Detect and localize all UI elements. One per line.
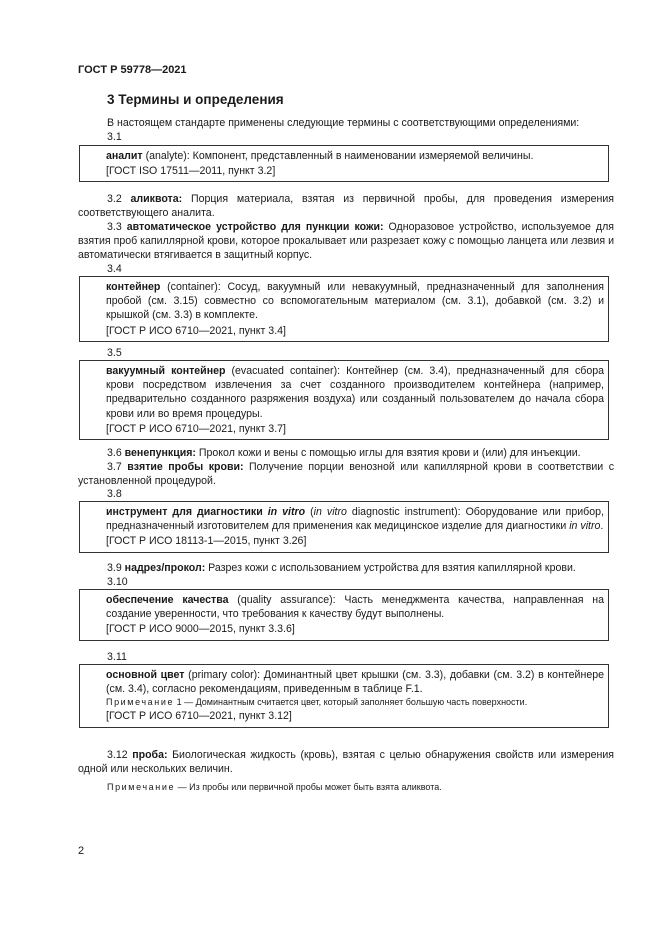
term-number-3-8: 3.8 <box>107 488 122 500</box>
term-number-3-1: 3.1 <box>107 131 122 143</box>
page-number: 2 <box>78 845 85 857</box>
term-3-7: 3.7 взятие пробы крови: Получение порции венозной или капиллярной крови в соответствии с установленной процедурой. <box>78 461 615 488</box>
term-definition-3-10: обеспечение качества (quality assurance): Часть менеджмента качества, направленная на создание уверенности, что требования к качеству будут выполнены. <box>106 594 604 621</box>
term-3-2: 3.2 аликвота: Порция материала, взятая из первичной пробы, для проведения измерения соответствующего аналита. <box>78 193 615 220</box>
term-box-3-8 <box>79 501 609 553</box>
term-3-6: 3.6 венепункция: Прокол кожи и вены с помощью иглы для взятия крови и (или) для инъекции. <box>107 447 581 459</box>
term-box-3-11 <box>79 664 609 728</box>
term-note-3-11: Примечание 1 — Доминантным считается цвет, который заполняет большую часть поверхности. <box>106 697 528 708</box>
term-box-3-1 <box>79 145 609 182</box>
page-header: ГОСТ Р 59778—2021 <box>78 64 187 76</box>
term-number-3-4: 3.4 <box>107 263 122 275</box>
term-definition-3-11: основной цвет (primary color): Доминантный цвет крышки (см. 3.3), добавки (см. 3.2) в контейнере (см. 3.4), согласно рекомендациям, приведенным в таблице F.1. <box>106 669 604 696</box>
term-number-3-10: 3.10 <box>107 576 128 588</box>
term-reference-3-1: [ГОСТ ISO 17511—2011, пункт 3.2] <box>106 165 276 178</box>
term-3-3: 3.3 автоматическое устройство для пункции кожи: Одноразовое устройство, используемое для взятия проб капиллярной крови, которое прокалывает или разрезает кожу с помощью ланцета или лезвия и автоматически втягивается в защитный корпус. <box>78 221 614 262</box>
term-box-3-10 <box>79 589 609 641</box>
term-box-3-4 <box>79 276 609 342</box>
term-definition-3-1: аналит (analyte): Компонент, представленный в наименовании измеряемой величины. <box>106 150 534 162</box>
term-definition-3-8: инструмент для диагностики in vitro (in vitro diagnostic instrument): Оборудование или прибор, предназначенный изготовителем для применения как медицинское изделие для диагностики in vitro. <box>106 506 604 533</box>
term-note-3-12: Примечание — Из пробы или первичной пробы может быть взята аликвота. <box>107 782 442 792</box>
term-number-3-11: 3.11 <box>107 651 127 663</box>
term-3-12: 3.12 проба: Биологическая жидкость (кровь), взятая с целью обнаружения свойств или измерения одной или нескольких величин. <box>78 749 614 776</box>
term-definition-3-4: контейнер (container): Сосуд, вакуумный или невакуумный, предназначенный для заполнения пробой (см. 3.15) совместно со вспомогательным материалом (см. 3.1), добавкой (см. 3.2) и крышкой (см. 3.3) в комплекте. <box>106 281 604 322</box>
term-box-3-5 <box>79 360 609 440</box>
term-reference-3-4: [ГОСТ Р ИСО 6710—2021, пункт 3.4] <box>106 324 286 337</box>
term-reference-3-11: [ГОСТ Р ИСО 6710—2021, пункт 3.12] <box>106 710 292 723</box>
term-number-3-5: 3.5 <box>107 347 122 359</box>
term-reference-3-5: [ГОСТ Р ИСО 6710—2021, пункт 3.7] <box>106 422 286 435</box>
section-title: 3 Термины и определения <box>107 92 284 107</box>
intro-paragraph: В настоящем стандарте применены следующие термины с соответствующими определениями: <box>107 117 580 129</box>
term-reference-3-8: [ГОСТ Р ИСО 18113-1—2015, пункт 3.26] <box>106 535 307 548</box>
term-definition-3-5: вакуумный контейнер (evacuated container): Контейнер (см. 3.4), предназначенный для сбора крови посредством извлечения за счет созданного производителем контейнера (например, предварительно созданного разряжения воздуха) или созданный пользователем до начала сбора крови или во время процедуры. <box>106 365 604 420</box>
term-reference-3-10: [ГОСТ Р ИСО 9000—2015, пункт 3.3.6] <box>106 623 295 636</box>
term-3-9: 3.9 надрез/прокол: Разрез кожи с использованием устройства для взятия капиллярной крови. <box>107 562 576 574</box>
